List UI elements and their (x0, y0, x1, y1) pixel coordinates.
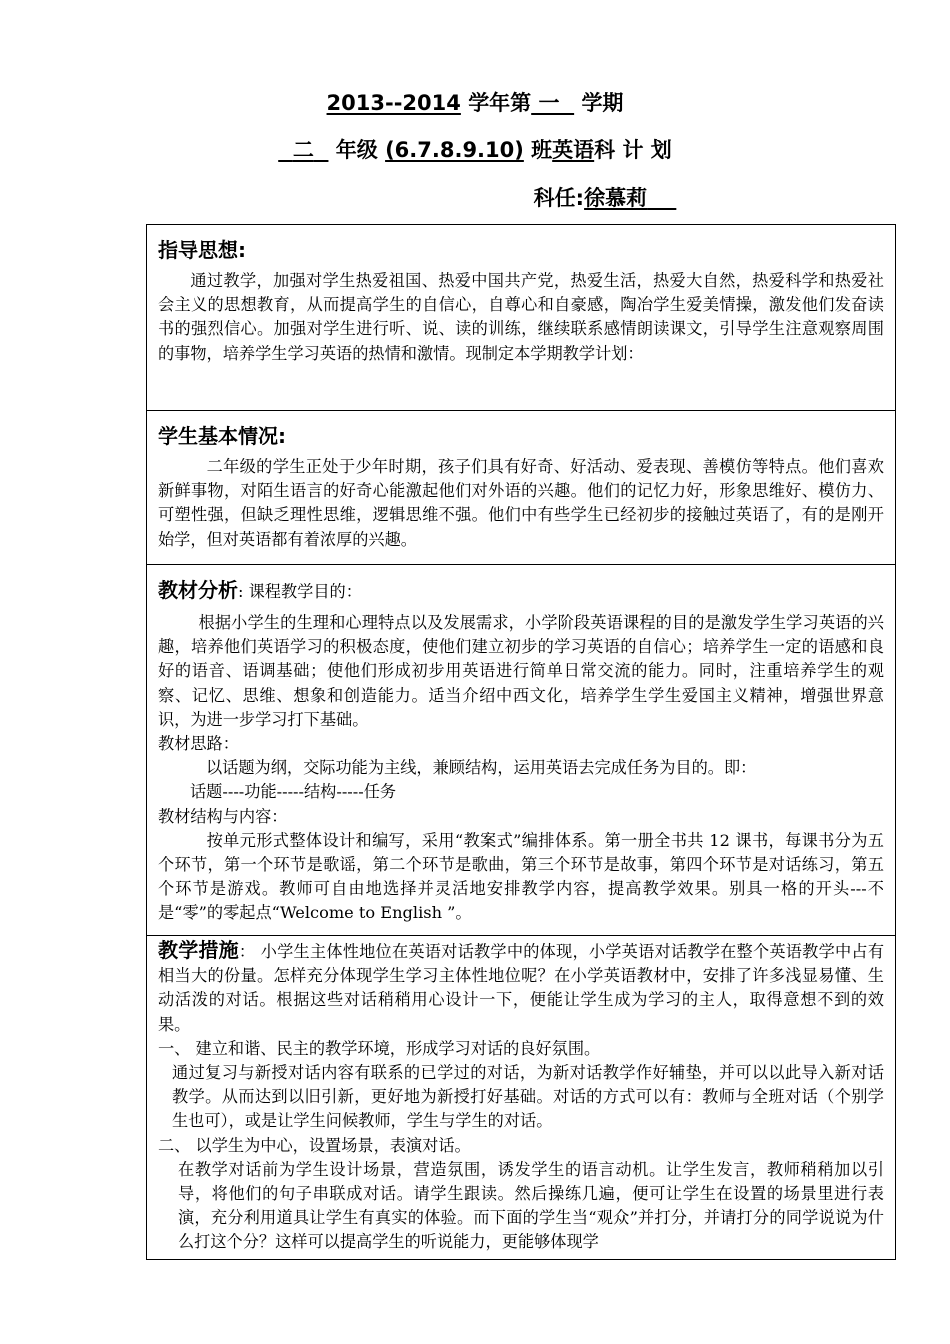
grade-label: 年级 (335, 138, 378, 162)
plan-title-class (0, 135, 950, 165)
grade-number: 二 (292, 138, 314, 162)
teacher-label: 科任: (533, 186, 585, 210)
term-label: 学年第 (468, 91, 532, 115)
section-guiding (147, 225, 896, 411)
section-students (147, 411, 896, 565)
section-paragraph: 按单元形式整体设计和编写，采用“教案式”编排体系。第一册全书共 12 课书，每课书分为五个环节，第一个环节是歌谣，第二个环节是歌曲，第三个环节是故事，第四个环节是对话练习，第五个环节是游戏。教师可自由地选择并灵活地安排教学内容，提高教学效果。别具一格的开头---不是“零”的零起点“Welcome to English ”。 (158, 830, 884, 923)
plan-title-teacher (130, 183, 950, 213)
section-measures (147, 936, 896, 1260)
section-heading-line (158, 573, 884, 609)
subsection-label: 教材思路： (158, 734, 239, 754)
section-intro: 小学生主体性地位在英语对话教学中的体现，小学英语对话教学在整个英语教学中占有相当大的份量。怎样充分体现学生学习主体性地位呢？在小学英语教材中，安排了许多浅显易懂、生动活泼的对话。根据这些对话稍稍用心设计一下，便能让学生成为学习的主人，取得意想不到的效果。 (158, 942, 885, 1034)
section-measures-cell (147, 936, 896, 1260)
school-year: 2013--2014 (326, 91, 461, 115)
section-guiding-cell (147, 225, 896, 411)
section-paragraph: 通过教学，加强对学生热爱祖国、热爱中国共产党，热爱生活，热爱大自然，热爱科学和热爱社会主义的思想教育，从而提高学生的自信心，自尊心和自豪感，陶冶学生爱美情操，激发他们发奋读书的强烈信心。加强对学生进行听、说、读的训练，继续联系感情朗读课文，引导学生注意观察周围的事物，培养学生学习英语的热情和激情。现制定本学期教学计划： (158, 271, 884, 363)
plan-title-term (0, 88, 950, 118)
section-paragraph: 根据小学生的生理和心理特点以及发展需求，小学阶段英语课程的目的是激发学生学习英语的兴趣，培养他们英语学习的积极态度，使他们建立初步的学习英语的自信心；培养学生一定的语感和良好的语音、语调基础；使他们形成初步用英语进行简单日常交流的能力。同时，注重培养学生的观察、记忆、思维、想象和创造能力。适当介绍中西文化，培养学生学生爱国主义精神，增强世界意识，为进一步学习打下基础。 (158, 613, 884, 729)
section-paragraph: 在教学对话前为学生设计场景，营造氛围，诱发学生的语言动机。让学生发言，教师稍稍加以引导，将他们的句子串联成对话。请学生跟读。然后操练几遍，便可让学生在设置的场景里进行表演，充分利用道具让学生有真实的体验。而下面的学生当“观众”并打分，并请打分的同学说说为什么打这个分？这样可以提高学生的听说能力，更能够体现学 (178, 1159, 884, 1252)
section-heading-suffix: : 课程教学目的： (238, 582, 362, 601)
list-item: 一、 建立和谐、民主的教学环境，形成学习对话的良好氛围。 (158, 1038, 601, 1058)
section-heading: 教学措施 (158, 938, 239, 962)
section-heading: 教材分析 (158, 578, 238, 602)
section-paragraph: 话题----功能-----结构-----任务 (190, 782, 397, 802)
section-materials-cell (147, 565, 896, 936)
list-item: 二、 以学生为中心，设置场景，表演对话。 (158, 1135, 471, 1155)
section-heading-suffix: ： (238, 942, 256, 961)
plan-label: 科 计 划 (594, 138, 672, 162)
subject-name: 英语 (552, 138, 595, 162)
plan-table (146, 224, 896, 1260)
section-heading: 学生基本情况: (158, 424, 286, 448)
class-label: 班 (531, 138, 553, 162)
section-students-cell (147, 411, 896, 565)
section-materials (147, 565, 896, 936)
section-heading: 指导思想: (158, 238, 246, 262)
term-suffix: 学期 (581, 91, 624, 115)
section-paragraph (158, 938, 884, 1037)
term-number: 一 (538, 91, 560, 115)
section-paragraph: 通过复习与新授对话内容有联系的已学过的对话，为新对话教学作好辅垫，并可以以此导入新对话教学。从而达到以旧引新，更好地为新授打好基础。对话的方式可以有：教师与全班对话（个别学生也可），或是让学生问候教师，学生与学生的对话。 (172, 1063, 884, 1131)
teacher-name: 徐慕莉 (584, 186, 648, 210)
class-numbers: (6.7.8.9.10) (385, 138, 524, 162)
subsection-label: 教材结构与内容： (158, 806, 288, 826)
section-paragraph: 以话题为纲，交际功能为主线，兼顾结构，运用英语去完成任务为目的。即： (206, 758, 757, 778)
section-paragraph: 二年级的学生正处于少年时期，孩子们具有好奇、好活动、爱表现、善模仿等特点。他们喜欢新鲜事物，对陌生语言的好奇心能激起他们对外语的兴趣。他们的记忆力好，形象思维好、模仿力、可塑性强，但缺乏理性思维，逻辑思维不强。他们中有些学生已经初步的接触过英语了，有的是刚开始学，但对英语都有着浓厚的兴趣。 (158, 457, 884, 549)
